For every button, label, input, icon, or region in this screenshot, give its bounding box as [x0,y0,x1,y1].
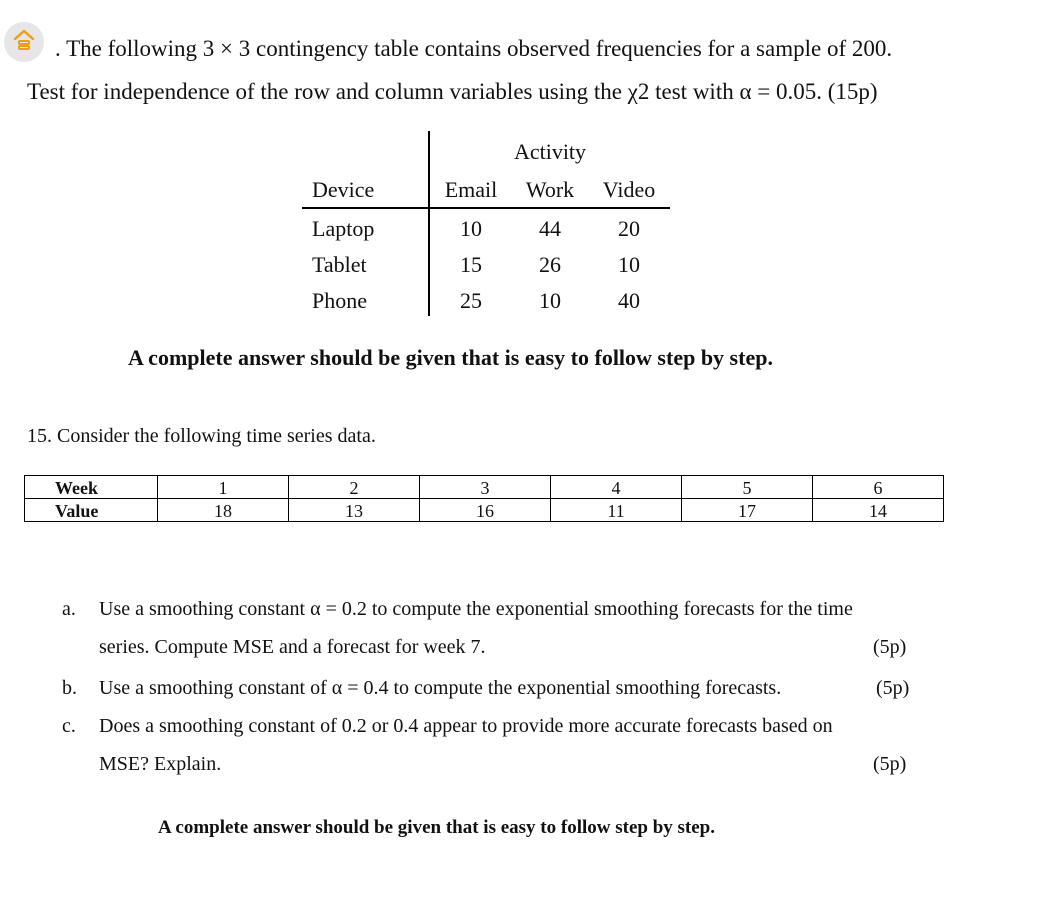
table-cell: 16 [420,499,551,522]
column-group-label: Activity [513,139,587,164]
table-cell: 10 [460,216,482,241]
instruction-note: A complete answer should be given that is easy to follow step by step. [128,345,773,370]
value-label: Value [25,499,158,522]
table-cell: 26 [539,252,561,277]
row-label: Phone [312,288,367,313]
row-label: Tablet [312,252,367,277]
table-cell: 10 [618,252,640,277]
home-button[interactable] [4,22,44,62]
week-label: Week [25,476,158,499]
row-label: Laptop [312,216,375,241]
item-marker: a. [62,598,76,620]
question-15-intro: 15. Consider the following time series data. [27,425,376,447]
table-row [25,499,944,522]
table-header-rule [302,207,670,209]
column-header: Work [525,177,575,202]
home-icon [12,28,36,57]
table-cell: 20 [618,216,640,241]
item-text: series. Compute MSE and a forecast for week 7. [99,636,486,658]
table-cell: 14 [813,499,944,522]
table-cell: 1 [158,476,289,499]
item-points: (5p) [873,753,907,775]
table-cell: 17 [682,499,813,522]
table-cell: 4 [551,476,682,499]
table-cell: 13 [289,499,420,522]
item-text: MSE? Explain. [99,753,222,775]
table-cell: 18 [158,499,289,522]
question-14-line-2: Test for independence of the row and column variables using the χ2 test with α = 0.05. (15p) [27,79,878,104]
table-cell: 40 [618,288,640,313]
row-header-label: Device [312,177,375,202]
table-cell: 2 [289,476,420,499]
column-header: Email [444,177,498,202]
item-text: Use a smoothing constant α = 0.2 to compute the exponential smoothing forecasts for the time [99,598,853,620]
item-text: Use a smoothing constant of α = 0.4 to compute the exponential smoothing forecasts. [99,677,782,699]
item-points: (5p) [873,636,907,658]
time-series-table [24,475,944,522]
table-cell: 44 [539,216,561,241]
item-marker: c. [62,715,76,737]
column-header: Video [602,177,656,202]
table-cell: 10 [539,288,561,313]
table-vertical-rule [428,131,430,316]
table-cell: 15 [460,252,482,277]
table-cell: 5 [682,476,813,499]
item-marker: b. [62,677,77,699]
table-cell: 25 [460,288,482,313]
item-text: Does a smoothing constant of 0.2 or 0.4 appear to provide more accurate forecasts based on [99,715,833,737]
table-cell: 3 [420,476,551,499]
table-cell: 6 [813,476,944,499]
table-row [25,476,944,499]
item-points: (5p) [876,677,910,699]
question-14-line-1: . The following 3 × 3 contingency table contains observed frequencies for a sample of 200. [55,36,893,61]
table-cell: 11 [551,499,682,522]
instruction-note: A complete answer should be given that is easy to follow step by step. [158,817,715,838]
